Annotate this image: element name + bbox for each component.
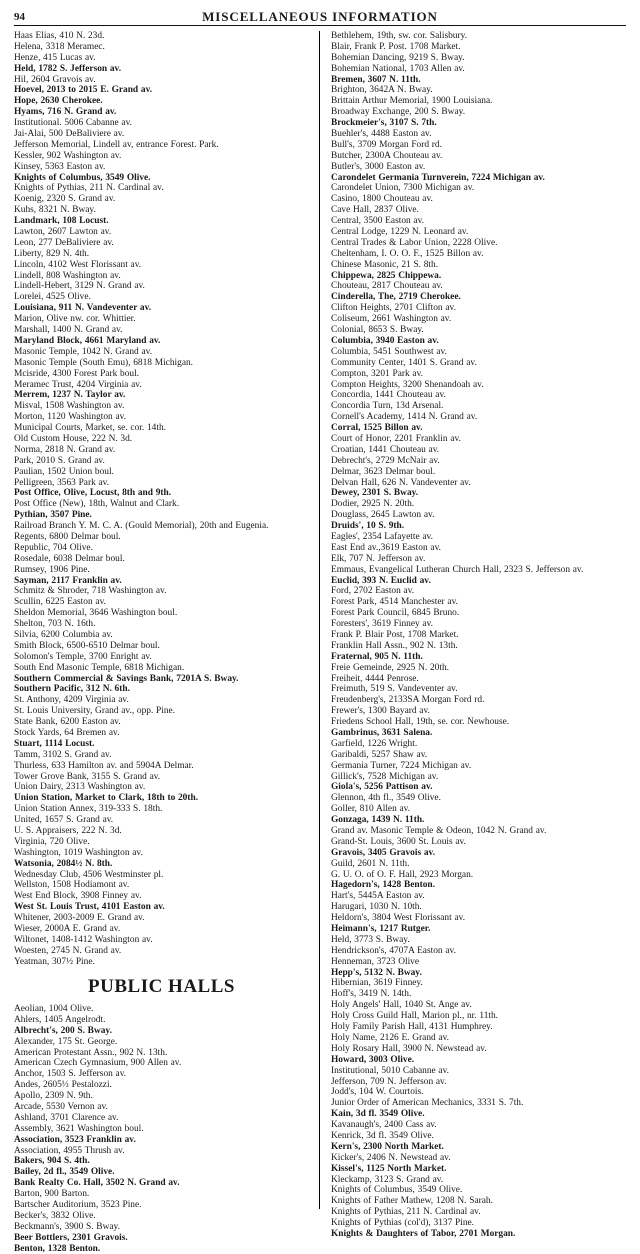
directory-entry: Douglass, 2645 Lawton av. [331,510,435,521]
directory-entry: Institutional. 5006 Cabanne av. [14,118,133,129]
directory-entry: Institutional, 5010 Cabanne av. [331,1065,450,1076]
directory-entry: Cheltenham, I. O. O. F., 1525 Billon av. [331,248,484,259]
directory-entry: Holy Cross Guild Hall, Marion pl., nr. 11th. [331,1011,499,1022]
directory-entry: Frank P. Blair Post, 1708 Market. [331,629,459,640]
directory-entry: Court of Honor, 2201 Franklin av. [331,433,461,444]
directory-entry: Broadway Exchange, 200 S. Bway. [331,107,466,118]
directory-entry: Knights of Columbus, 3549 Olive. [331,1185,463,1196]
directory-entry: Guild, 2601 N. 11th. [331,858,410,869]
directory-entry: Holy Family Parish Hall, 4131 Humphrey. [331,1022,493,1033]
directory-entry: Kessler, 902 Washington av. [14,150,122,161]
directory-entry: Bartscher Auditorium, 3523 Pine. [14,1200,142,1211]
directory-entry: Kicker's, 2406 N. Newstead av. [331,1152,451,1163]
section-heading-public-halls: PUBLIC HALLS [88,976,235,997]
directory-entry: Central Lodge, 1229 N. Leonard av. [331,227,469,238]
directory-entry: Cornell's Academy, 1414 N. Grand av. [331,412,478,423]
directory-entry: Arcade, 5530 Vernon av. [14,1102,108,1113]
directory-entry: Knights of Father Mathew, 1208 N. Sarah. [331,1196,493,1207]
directory-entry: Goller, 810 Allen av. [331,804,411,815]
directory-entry: Hagedorn's, 1428 Benton. [331,880,435,891]
directory-entry: Lawton, 2607 Lawton av. [14,227,112,238]
directory-entry: Garibaldi, 5257 Shaw av. [331,749,428,760]
directory-entry: Howard, 3003 Olive. [331,1054,415,1065]
directory-entry: Held, 3773 S. Bway. [331,934,410,945]
directory-entry: Holy Angels' Hall, 1040 St. Ange av. [331,1000,472,1011]
directory-entry: Alexander, 175 St. George. [14,1036,118,1047]
directory-entry: Gonzaga, 1439 N. 11th. [331,815,425,826]
directory-entry: Hyams, 716 N. Grand av. [14,107,117,118]
directory-entry: Masonic Temple, 1042 N. Grand av. [14,346,153,357]
page-number: 94 [14,11,25,23]
page-header [14,10,626,26]
directory-entry: Giola's, 5256 Pattison av. [331,782,433,793]
directory-entry: Butcher, 2300A Chouteau av. [331,150,443,161]
directory-entry: Compton, 3201 Park av. [331,368,423,379]
directory-entry: Watsonia, 2084½ N. 8th. [14,858,113,869]
directory-entry: Beckmann's, 3900 S. Bway. [14,1221,120,1232]
directory-entry: Stuart, 1114 Locust. [14,738,95,749]
directory-entry: Whitener, 2003-2009 E. Grand av. [14,913,145,924]
directory-entry: Jefferson Memorial, Lindell av, entrance Forest. Park. [14,139,219,150]
directory-entry: United, 1657 S. Grand av. [14,815,114,826]
directory-entry: Park, 2010 S. Grand av. [14,455,105,466]
directory-entry: Scullin, 6225 Easton av. [14,597,106,608]
directory-entry: Concordia, 1441 Chouteau av. [331,390,446,401]
directory-entry: Louisiana, 911 N. Vandeventer av. [14,303,152,314]
directory-entry: Hil, 2604 Gravois av. [14,74,96,85]
directory-entry: Hoff's, 3419 N. 14th. [331,989,412,1000]
directory-entry: Rosedale, 6038 Delmar boul. [14,553,125,564]
directory-entry: Chouteau, 2817 Chouteau av. [331,281,443,292]
directory-entry: G. U. O. of O. F. Hall, 2923 Morgan. [331,869,474,880]
directory-entry: Freie Gemeinde, 2925 N. 20th. [331,662,449,673]
directory-entry: Hoevel, 2013 to 2015 E. Grand av. [14,85,153,96]
directory-entry: Corral, 1525 Billon av. [331,423,423,434]
directory-entry: Cinderella, The, 2719 Cherokee. [331,292,461,303]
directory-entry: Marion, Olive nw. cor. Whittier. [14,314,136,325]
directory-entry: Republic, 704 Olive. [14,542,93,553]
directory-entry: Central Trades & Labor Union, 2228 Olive. [331,237,498,248]
directory-entry: Shelton, 703 N. 16th. [14,619,96,630]
directory-entry: Benton, 1328 Benton. [14,1243,101,1254]
directory-entry: Merrem, 1237 N. Taylor av. [14,390,126,401]
directory-entry: Bohemian Dancing, 9219 S. Bway. [331,52,465,63]
directory-entry: Misval, 1508 Washington av. [14,401,125,412]
directory-entry: Paulian, 1502 Union boul. [14,466,114,477]
directory-entry: Eagles', 2354 Lafayette av. [331,531,433,542]
directory-entry: Junior Order of American Mechanics, 3331 S. 7th. [331,1098,524,1109]
directory-entry: Apollo, 2309 N. 9th. [14,1091,93,1102]
directory-entry: Kain, 3d fl. 3549 Olive. [331,1109,425,1120]
directory-entry: Gambrinus, 3631 Salena. [331,728,433,738]
directory-entry: Heimann's, 1217 Rutger. [331,924,431,935]
right-column [320,31,626,1239]
directory-entry: Aeolian, 1004 Olive. [14,1004,94,1014]
directory-entry: Columbia, 5451 Southwest av. [331,346,447,357]
directory-entry: Grand-St. Louis, 3600 St. Louis av. [331,836,466,847]
directory-entry: Assembly, 3621 Washington boul. [14,1123,144,1134]
directory-entry: Heldorn's, 3804 West Florissant av. [331,913,466,924]
directory-entry: Brighton, 3642A N. Bway. [331,85,433,96]
directory-entry: Fraternal, 905 N. 11th. [331,651,423,662]
directory-entry: Delmar, 3623 Delmar boul. [331,466,436,477]
directory-entry: Debrecht's, 2729 McNair av. [331,455,440,466]
directory-entry: U. S. Appraisers, 222 N. 3d. [14,826,122,837]
directory-entry: Pelligreen, 3563 Park av. [14,477,110,488]
directory-entry: Barton, 900 Barton. [14,1189,90,1200]
directory-entry: Lorelei, 4525 Olive. [14,292,91,303]
directory-entry: Post Office (New), 18th, Walnut and Clark. [14,499,180,510]
directory-entry: Jefferson, 709 N. Jefferson av. [331,1076,447,1087]
directory-entry: Norma, 2818 N. Grand av. [14,444,116,455]
directory-entry: West St. Louis Trust, 4101 Easton av. [14,902,165,913]
directory-entry: Tamm, 3102 S. Grand av. [14,749,112,760]
directory-entry: Chippewa, 2825 Chippewa. [331,270,442,281]
public-halls-entry-list-right [331,31,626,1239]
directory-entry: Hendrickson's, 4707A Easton av. [331,945,456,956]
directory-entry: Freiheit, 4444 Penrose. [331,673,419,684]
directory-entry: Friedens School Hall, 19th, se. cor. Newhouse. [331,717,510,728]
directory-entry: Freudenberg's, 2133SA Morgan Ford rd. [331,695,485,706]
directory-entry: Union Station Annex, 319-333 S. 18th. [14,804,163,815]
directory-entry: Liberty, 829 N. 4th. [14,248,90,259]
directory-entry: Beer Bottlers, 2301 Gravois. [14,1232,128,1243]
directory-entry: Frewer's, 1300 Bayard av. [331,706,430,717]
directory-entry: Railroad Branch Y. M. C. A. (Gould Memorial), 20th and Eugenia. [14,521,269,532]
directory-entry: Butler's, 3000 Easton av. [331,161,426,172]
directory-entry: Central, 3500 Easton av. [331,216,425,227]
directory-entry: Brockmeier's, 3107 S. 7th. [331,118,437,129]
directory-entry: Tower Grove Bank, 3155 S. Grand av. [14,771,161,782]
directory-entry: Wiltonet, 1408-1412 Washington av. [14,934,153,945]
directory-entry: Stock Yards, 64 Bremen av. [14,728,120,738]
directory-entry: Harugari, 1030 N. 10th. [331,902,422,913]
directory-entry: Municipal Courts, Market, se. cor. 14th. [14,423,166,434]
directory-entry: Regents, 6800 Delmar boul. [14,531,121,542]
directory-entry: Franklin Hall Assn., 902 N. 13th. [331,640,458,651]
directory-entry: Freimuth, 519 S. Vandeventer av. [331,684,458,695]
directory-entry: Kuhs, 8321 N. Bway. [14,205,96,216]
directory-entry: Morton, 1120 Washington av. [14,412,127,423]
directory-entry: Hope, 2630 Cherokee. [14,96,103,107]
directory-entry: Druids', 10 S. 9th. [331,521,405,532]
directory-entry: Lindell, 808 Washington av. [14,270,121,281]
directory-entry: Union Station, Market to Clark, 18th to 20th. [14,793,199,804]
directory-entry: Concordia Turn, 13d Arsenal. [331,401,444,412]
directory-entry: Henneman, 3723 Olive [331,956,420,967]
directory-entry: Union Dairy, 2313 Washington av. [14,782,146,793]
directory-entry: Euclid, 393 N. Euclid av. [331,575,431,586]
directory-entry: Sayman, 2117 Franklin av. [14,575,122,586]
directory-entry: Kleckamp, 3123 S. Grand av. [331,1174,444,1185]
directory-entry: Woesten, 2745 N. Grand av. [14,945,122,956]
directory-entry: Association, 4955 Thrush av. [14,1145,125,1156]
directory-entry: South End Masonic Temple, 6818 Michigan. [14,662,185,673]
directory-entry: Bremen, 3607 N. 11th. [331,74,421,85]
directory-entry: Knights of Pythias, 211 N. Cardinal av. [331,1207,481,1218]
directory-entry: Bethlehem, 19th, sw. cor. Salisbury. [331,31,468,41]
directory-entry: Emmaus, Evangelical Lutheran Church Hall, 2323 S. Jefferson av. [331,564,584,575]
directory-entry: Southern Commercial & Savings Bank, 7201A S. Bway. [14,673,239,684]
directory-entry: American Protestant Assn., 902 N. 13th. [14,1047,168,1058]
directory-entry: Ford, 2702 Easton av. [331,586,415,597]
directory-entry: Coliseum, 2661 Washington av. [331,314,452,325]
directory-entry: Silvia, 6200 Columbia av. [14,629,113,640]
directory-entry: Croatian, 1441 Chouteau av. [331,444,440,455]
directory-entry: Foresters', 3619 Finney av. [331,619,434,630]
directory-entry: Smith Block, 6500-6510 Delmar boul. [14,640,160,651]
directory-entry: Compton Heights, 3200 Shenandoah av. [331,379,484,390]
directory-entry: Anchor, 1503 S. Jefferson av. [14,1069,127,1080]
directory-entry: Brittain Arthur Memorial, 1900 Louisiana. [331,96,493,107]
directory-entry: Colonial, 8653 S. Bway. [331,325,424,336]
directory-entry: Ahlers, 1405 Angelrodt. [14,1014,106,1025]
directory-entry: Lincoln, 4102 West Florissant av. [14,259,142,270]
directory-entry: St. Louis University, Grand av., opp. Pine. [14,706,176,717]
directory-entry: Marshall, 1400 N. Grand av. [14,325,123,336]
directory-entry: Delvan Hall, 626 N. Vandeventer av. [331,477,471,488]
directory-entry: Landmark, 108 Locust. [14,216,109,227]
directory-entry: Bailey, 2d fl., 3549 Olive. [14,1167,115,1178]
directory-entry: Post Office, Olive, Locust, 8th and 9th. [14,488,172,499]
directory-entry: Helena, 3318 Meramec. [14,41,105,52]
directory-entry: Henze, 415 Lucas av. [14,52,96,63]
directory-entry: Wednesday Club, 4506 Westminster pl. [14,869,164,880]
directory-entry: Andes, 2605⅓ Pestalozzi. [14,1080,112,1091]
directory-entry: Association, 3523 Franklin av. [14,1134,136,1145]
directory-entry: Wieser, 2000A E. Grand av. [14,924,121,935]
directory-entry: Washington, 1019 Washington av. [14,847,143,858]
directory-entry: Solomon's Temple, 3700 Enright av. [14,651,152,662]
directory-entry: Held, 1782 S. Jefferson av. [14,63,122,74]
directory-entry: Schmitz & Shroder, 718 Washington av. [14,586,167,597]
directory-entry: Maryland Block, 4661 Maryland av. [14,335,161,346]
directory-entry: Gillick's, 7528 Michigan av. [331,771,439,782]
directory-entry: Holy Rosary Hall, 3900 N. Newstead av. [331,1043,487,1054]
directory-entry: Carondelet Germania Turnverein, 7224 Michigan av. [331,172,545,183]
directory-entry: Southern Pacific, 312 N. 6th. [14,684,130,695]
directory-entry: Masonic Temple (South Emu), 6818 Michigan. [14,357,194,368]
directory-entry: Forest Park, 4514 Manchester av. [331,597,459,608]
directory-entry: Koenig, 2320 S. Grand av. [14,194,116,205]
directory-entry: Leon, 277 DeBaliviere av. [14,237,114,248]
directory-entry: Jai-Alai, 500 DeBaliviere av. [14,129,125,140]
two-column-body [14,31,626,1254]
directory-entry: Rumsey, 1906 Pine. [14,564,90,575]
directory-entry: Kern's, 2300 North Market. [331,1141,444,1152]
directory-entry: Forest Park Council, 6845 Bruno. [331,608,460,619]
directory-entry: Community Center, 1401 S. Grand av. [331,357,477,368]
directory-entry: Bakers, 904 S. 4th. [14,1156,90,1167]
directory-entry: Kavanaugh's, 2400 Cass av. [331,1120,437,1131]
directory-entry: Grand av. Masonic Temple & Odeon, 1042 N. Grand av. [331,826,547,837]
directory-entry: Hart's, 5445A Easton av. [331,891,425,902]
directory-entry: Glennon, 4th fl., 3549 Olive. [331,793,441,804]
directory-entry: Columbia, 3940 Easton av. [331,335,439,346]
directory-entry: Clifton Heights, 2701 Clifton av. [331,303,456,314]
directory-entry: East End av.,3619 Easton av. [331,542,441,553]
directory-entry: Bull's, 3709 Morgan Ford rd. [331,139,442,150]
directory-entry: Kissel's, 1125 North Market. [331,1163,447,1174]
directory-entry: Sheldon Memorial, 3646 Washington boul. [14,608,178,619]
directory-entry: Carondelet Union, 7300 Michigan av. [331,183,475,194]
directory-entry: Dewey, 2301 S. Bway. [331,488,419,499]
directory-entry: Cave Hall, 2837 Olive. [331,205,419,216]
directory-entry: Gravois, 3405 Gravois av. [331,847,436,858]
directory-entry: Chinese Masonic, 21 S. 8th. [331,259,439,270]
directory-entry: Virginia, 720 Olive. [14,836,90,847]
directory-entry: Hibernian, 3619 Finney. [331,978,423,989]
directory-entry: Lindell-Hebert, 3129 N. Grand av. [14,281,145,292]
directory-entry: Kinsey, 5363 Easton av. [14,161,106,172]
directory-entry: Hepp's, 5132 N. Bway. [331,967,422,978]
directory-entry: Yeatman, 307½ Pine. [14,956,95,967]
public-halls-entry-list-left [14,1004,309,1254]
directory-entry: Dodier, 2925 N. 20th. [331,499,415,510]
left-column [14,31,320,1254]
directory-entry: Holy Name, 2126 E. Grand av. [331,1032,450,1043]
left-column-entry-list [14,31,309,967]
directory-entry: Garfield, 1226 Wright. [331,738,418,749]
directory-entry: Germania Turner, 7224 Michigan av. [331,760,472,771]
directory-entry: Meramec Trust, 4204 Virginia av. [14,379,142,390]
directory-entry: Albrecht's, 200 S. Bway. [14,1025,112,1036]
directory-entry: Kenrick, 3d fl. 3549 Olive. [331,1130,434,1141]
running-head: MISCELLANEOUS INFORMATION [202,9,438,24]
directory-entry: Buehler's, 4488 Easton av. [331,129,432,140]
directory-entry: Elk, 707 N. Jefferson av. [331,553,426,564]
directory-entry: Bohemian National, 1703 Allen av. [331,63,465,74]
directory-entry: Casino, 1800 Chouteau av. [331,194,433,205]
directory-entry: American Czech Gymnasium, 900 Allen av. [14,1058,182,1069]
directory-entry: Ashland, 3701 Clarence av. [14,1112,119,1123]
directory-entry: Old Custom House, 222 N. 3d. [14,433,133,444]
directory-entry: Blair, Frank P. Post. 1708 Market. [331,41,461,52]
directory-entry: Knights & Daughters of Tabor, 2701 Morgan. [331,1228,516,1239]
directory-entry: Knights of Pythias, 211 N. Cardinal av. [14,183,164,194]
directory-entry: Knights of Columbus, 3549 Olive. [14,172,151,183]
directory-entry: Becker's, 3832 Olive. [14,1210,96,1221]
directory-entry: Wellston, 1508 Hodiamont av. [14,880,130,891]
directory-entry: Jodd's, 104 W. Courtois. [331,1087,424,1098]
directory-entry: Bank Realty Co. Hall, 3502 N. Grand av. [14,1178,180,1189]
directory-entry: Haas Elias, 410 N. 23d. [14,31,105,41]
directory-entry: Mcisride, 4300 Forest Park boul. [14,368,140,379]
directory-entry: Thurless, 633 Hamilton av. and 5904A Delmar. [14,760,194,771]
directory-entry: West End Block, 3908 Finney av. [14,891,142,902]
directory-entry: Knights of Pythias (col'd), 3137 Pine. [331,1218,475,1229]
directory-entry: Pythian, 3507 Pine. [14,510,92,521]
directory-entry: St. Anthony, 4209 Virginia av. [14,695,129,706]
directory-entry: State Bank, 6200 Easton av. [14,717,121,728]
